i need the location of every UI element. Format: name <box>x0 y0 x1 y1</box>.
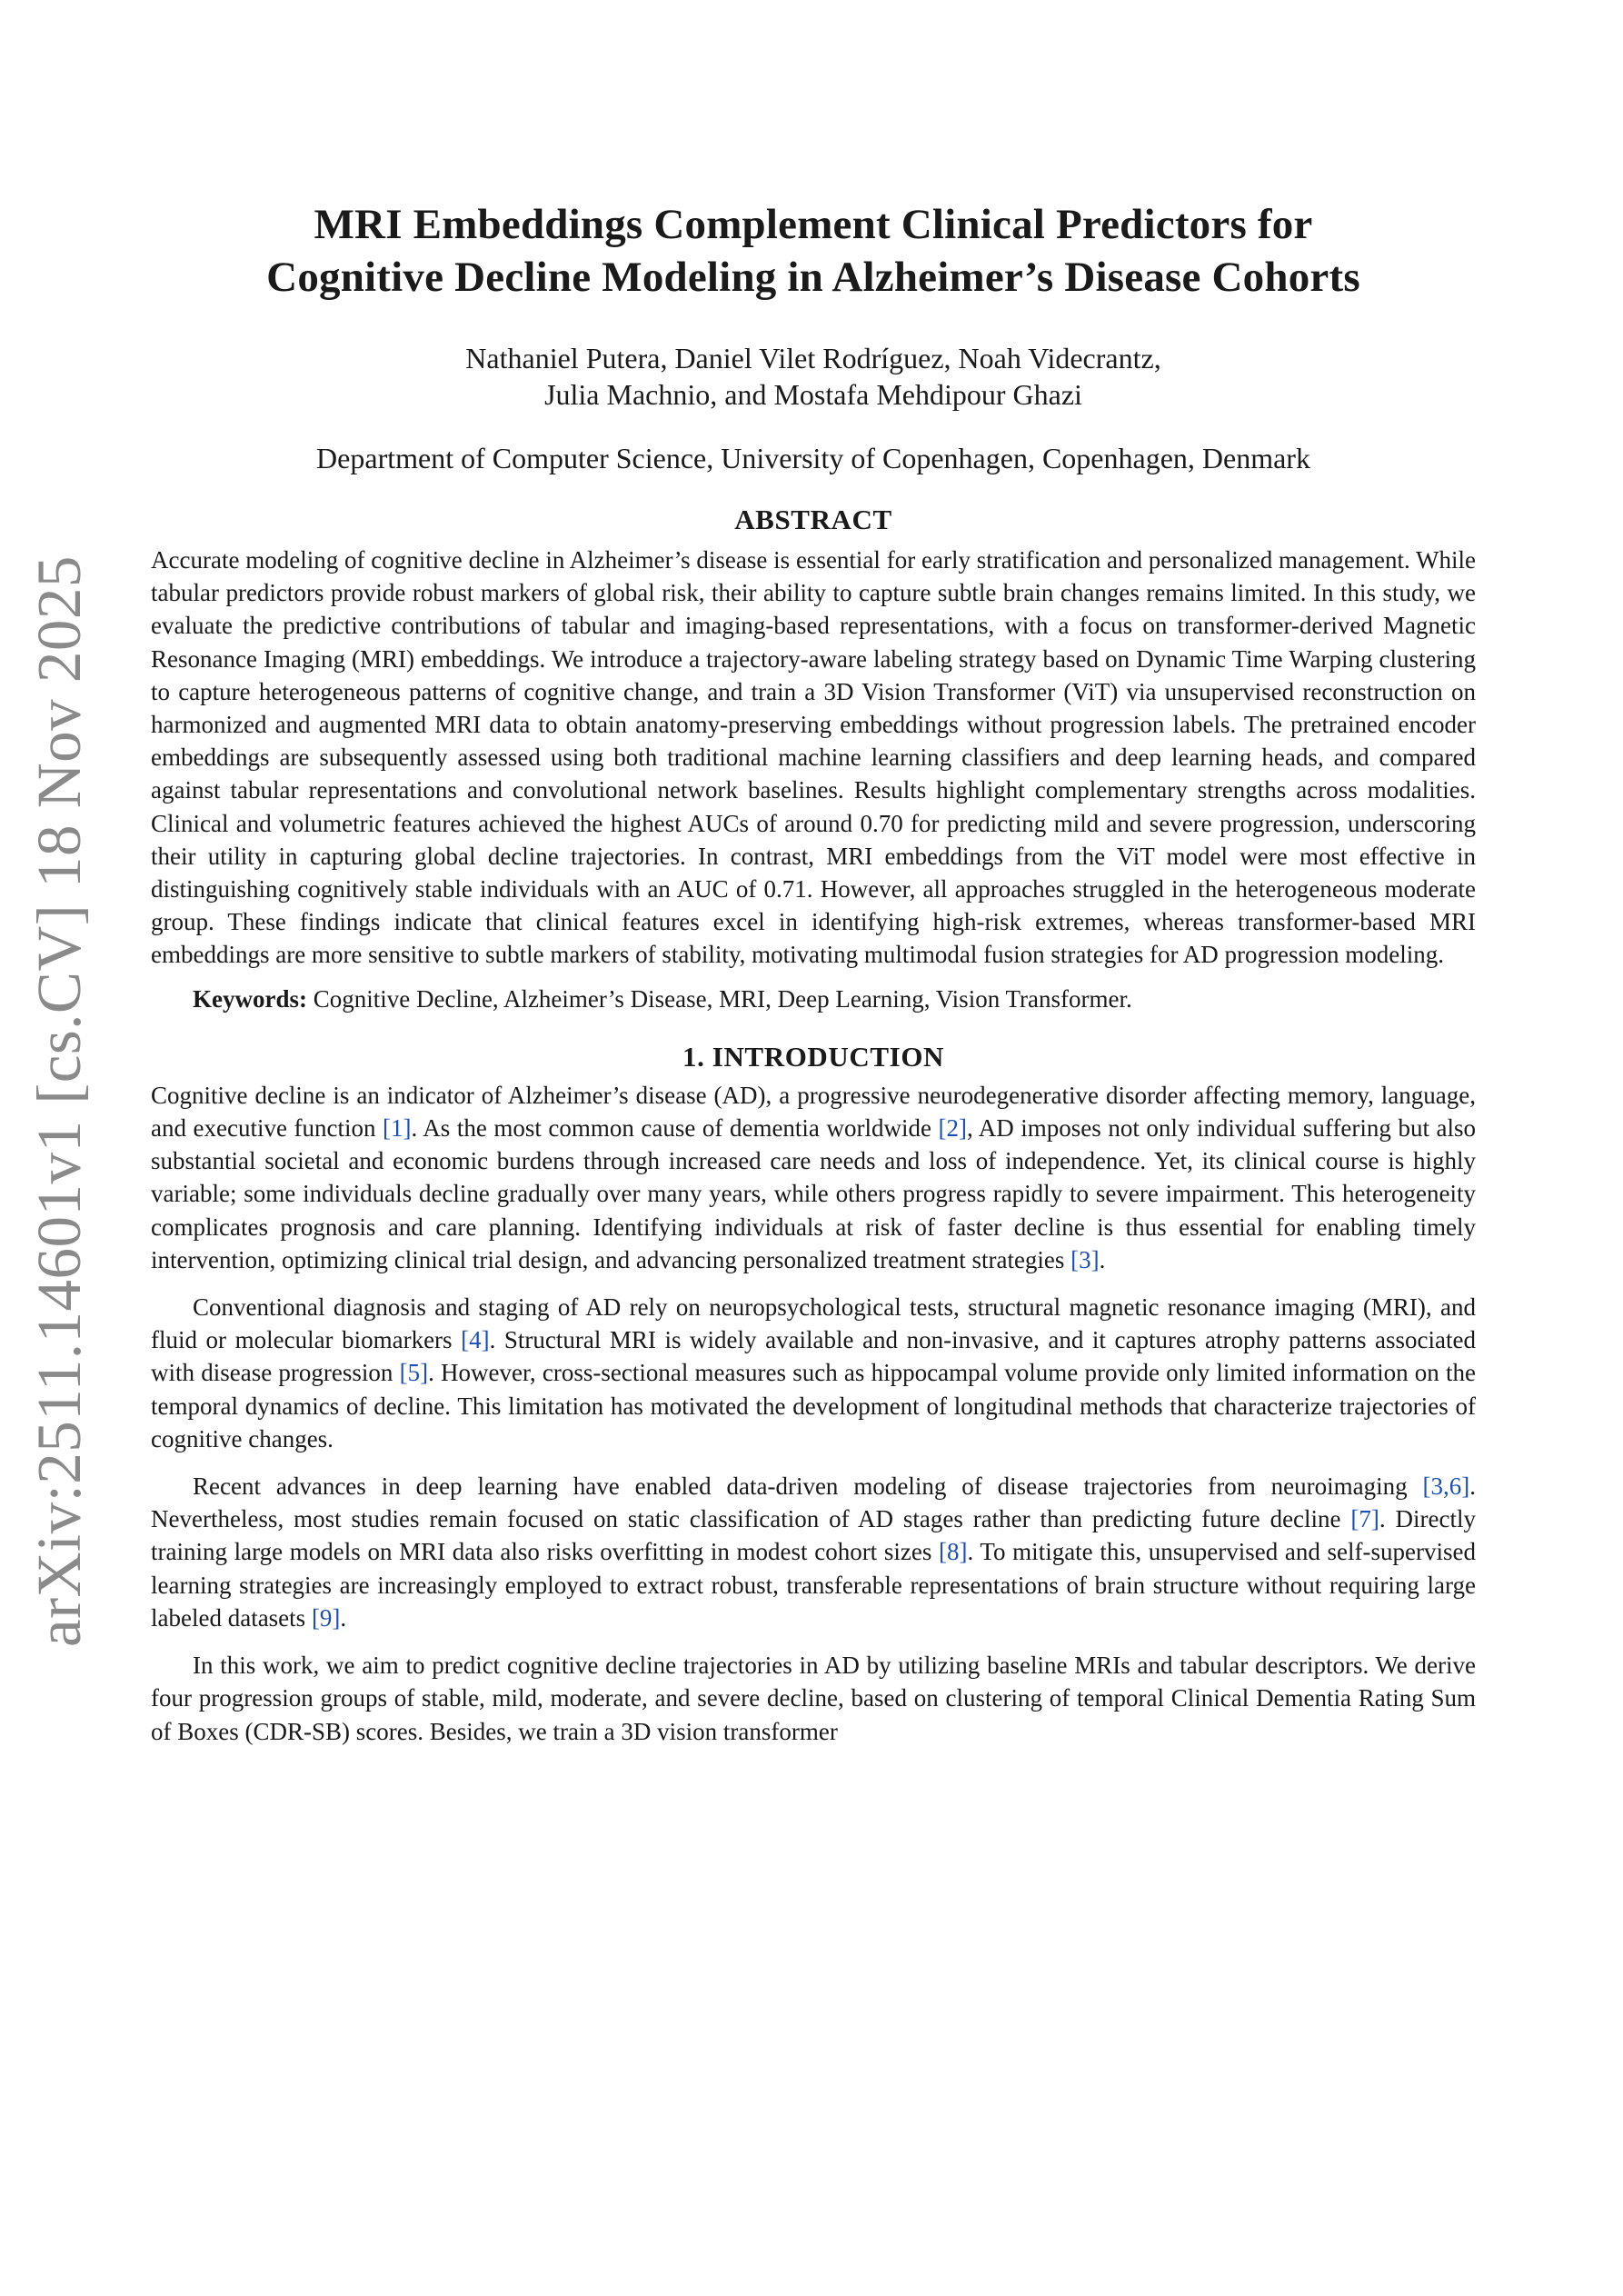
citation-link[interactable]: [3,6] <box>1422 1472 1470 1501</box>
intro-paragraph-1 <box>151 1079 1476 1276</box>
text-run: . <box>1099 1245 1106 1273</box>
authors-line-2: Julia Machnio, and Mostafa Mehdipour Ghazi <box>544 378 1082 411</box>
title-line-2: Cognitive Decline Modeling in Alzheimer’s Disease Cohorts <box>266 254 1360 301</box>
author-list <box>151 340 1476 413</box>
affiliation: Department of Computer Science, University of Copenhagen, Copenhagen, Denmark <box>316 442 1310 474</box>
paper-page <box>151 0 1476 1748</box>
abstract-text: Accurate modeling of cognitive decline in Alzheimer’s disease is essential for early stratification and personalized management. While tabular predictors provide robust markers of global risk, their ability to capture subtle brain changes remains limited. In this study, we evaluate the predictive contributions of tabular and imaging-based representations, with a focus on transformer-derived Magnetic Resonance Imaging (MRI) embeddings. We introduce a trajectory-aware labeling strategy based on Dynamic Time Warping clustering to capture heterogeneous patterns of cognitive change, and train a 3D Vision Transformer (ViT) via unsupervised reconstruction on harmonized and augmented MRI data to obtain anatomy-preserving embeddings without progression labels. The pretrained encoder embeddings are subsequently assessed using both traditional machine learning classifiers and deep learning heads, and compared against tabular representations and convolutional network baselines. Results highlight complementary strengths across modalities. Clinical and volumetric features achieved the highest AUCs of around 0.70 for predicting mild and severe progression, underscoring their utility in capturing global decline trajectories. In contrast, MRI embeddings from the ViT model were most effective in distinguishing cognitively stable individuals with an AUC of 0.71. However, all approaches struggled in the heterogeneous moderate group. These findings indicate that clinical features excel in identifying high-risk extremes, whereas transformer-based MRI embeddings are more sensitive to subtle markers of stability, motivating multimodal fusion strategies for AD progression modeling. <box>151 546 1476 969</box>
title-line-1: MRI Embeddings Complement Clinical Predictors for <box>314 201 1313 248</box>
citation-link[interactable]: [2] <box>938 1114 967 1143</box>
text-run: Cognitive decline is an indicator of Alzheimer’s disease (AD), a progressive neurodegenerative disorder affecting memory, language, and executive function <box>151 1081 1476 1143</box>
citation-link[interactable]: [8] <box>939 1538 968 1566</box>
text-run: . To mitigate this, unsupervised and self-supervised learning strategies are increasingly employed to extract robust, transferable representations of brain structure without requiring large labeled datasets <box>151 1538 1476 1632</box>
text-run: . Nevertheless, most studies remain focused on static classification of AD stages rather than predicting future decline <box>151 1472 1476 1533</box>
keywords <box>151 983 1476 1015</box>
authors-line-1: Nathaniel Putera, Daniel Vilet Rodríguez, Noah Videcrantz, <box>465 342 1161 374</box>
intro-paragraph-4: In this work, we aim to predict cognitive decline trajectories in AD by utilizing baseline MRIs and tabular descriptors. We derive four progression groups of stable, mild, moderate, and severe decline, based on clustering of temporal Clinical Dementia Rating Sum of Boxes (CDR-SB) scores. Besides, we train a 3D vision transformer <box>151 1652 1476 1745</box>
intro-paragraph-2 <box>151 1291 1476 1455</box>
text-run: . As the most common cause of dementia worldwide <box>411 1114 939 1143</box>
citation-link[interactable]: [3] <box>1070 1245 1100 1273</box>
text-run: Recent advances in deep learning have enabled data-driven modeling of disease trajectories from neuroimaging <box>193 1472 1423 1501</box>
paper-title <box>151 198 1476 304</box>
text-run: . However, cross-sectional measures such as hippocampal volume provide only limited information on the temporal dynamics of decline. This limitation has motivated the development of longitudinal methods that characterize trajectories of cognitive changes. <box>151 1359 1476 1452</box>
abstract-heading: ABSTRACT <box>734 504 892 535</box>
intro-paragraph-3 <box>151 1470 1476 1634</box>
citation-link[interactable]: [5] <box>399 1359 429 1387</box>
arxiv-identifier-stamp: arXiv:2511.14601v1 [cs.CV] 18 Nov 2025 <box>25 555 94 1647</box>
text-run: Conventional diagnosis and staging of AD rely on neuropsychological tests, structural magnetic resonance imaging (MRI), and fluid or molecular biomarkers <box>151 1293 1476 1354</box>
citation-link[interactable]: [4] <box>461 1326 490 1354</box>
keywords-label: Keywords: <box>193 984 307 1013</box>
citation-link[interactable]: [9] <box>311 1603 341 1632</box>
citation-link[interactable]: [7] <box>1350 1505 1379 1533</box>
keywords-list: Cognitive Decline, Alzheimer’s Disease, MRI, Deep Learning, Vision Transformer. <box>306 984 1132 1013</box>
text-run: . Structural MRI is widely available and non-invasive, and it captures atrophy patterns associated with disease progression <box>151 1326 1476 1387</box>
citation-link[interactable]: [1] <box>383 1114 412 1143</box>
text-run: , AD imposes not only individual suffering but also substantial societal and economic burdens through increased care needs and loss of independence. Yet, its clinical course is highly variable; some individuals decline gradually over many years, while others progress rapidly to severe impairment. This heterogeneity complicates prognosis and care planning. Identifying individuals at risk of faster decline is thus essential for enabling timely intervention, optimizing clinical trial design, and advancing personalized treatment strategies <box>151 1114 1476 1273</box>
text-run: . <box>340 1603 347 1632</box>
introduction-heading: 1. INTRODUCTION <box>682 1040 945 1073</box>
text-run: . Directly training large models on MRI data also risks overfitting in modest cohort sizes <box>151 1505 1476 1566</box>
